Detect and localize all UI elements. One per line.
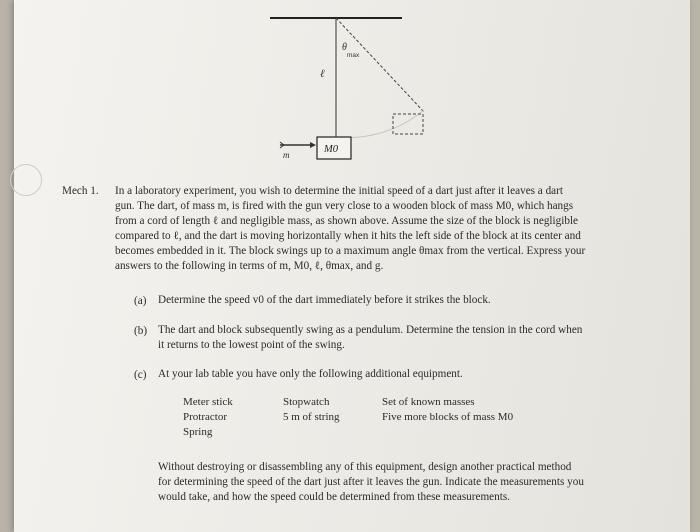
equipment-col-2 [283,395,340,425]
intro-line: gun. The dart, of mass m, is fired with the gun very close to a wooden block of mass M0, which hangs [115,200,574,212]
intro-line: compared to ℓ, and the dart is moving horizontally when it hits the left side of the block at its center and [115,230,581,242]
max-label: max [347,52,360,59]
part-a-label: (a) [134,295,147,307]
equipment-item: Set of known masses [382,396,475,408]
block-label: M0 [324,144,338,155]
intro-line: In a laboratory experiment, you wish to determine the initial speed of a dart just after it leaves a dart [115,185,563,197]
equipment-item: Stopwatch [283,396,330,408]
intro-line: becomes embedded in it. The block swings up to a maximum angle θmax from the vertical. Express your [115,245,586,257]
equipment-item: Protractor [183,411,227,423]
part-b-text [158,323,582,353]
intro-line: from a cord of length ℓ and negligible mass, as shown above. Assume the size of the block is negligible [115,215,579,227]
equipment-col-3 [382,395,513,425]
part-c-line: At your lab table you have only the following additional equipment. [158,368,463,380]
part-c-text [158,367,463,382]
angle-arc [336,18,424,112]
instruction-line: for determining the speed of the dart just after it leaves the gun. Indicate the measurements you [158,476,584,488]
ell-label: ℓ [320,68,325,80]
equipment-item: Five more blocks of mass M0 [382,411,514,423]
instruction-line: would take, and how the speed could be determined from these measurements. [158,491,510,503]
swung-block [393,114,423,134]
equipment-col-1 [183,395,233,440]
part-b-line: it returns to the lowest point of the swing. [158,339,345,351]
problem-intro [115,184,655,274]
part-a-line: Determine the speed v0 of the dart immediately before it strikes the block. [158,294,491,306]
problem-heading: Mech 1. [62,185,99,197]
part-c-instructions [158,460,584,505]
part-b-label: (b) [134,325,148,337]
intro-line: answers to the following in terms of m, M0, ℓ, θmax, and g. [115,260,384,272]
worksheet-page [14,0,690,532]
theta-label: θ [342,42,347,53]
part-c-label: (c) [134,369,147,381]
equipment-item: 5 m of string [283,411,340,423]
part-b-line: The dart and block subsequently swing as a pendulum. Determine the tension in the cord when [158,324,583,336]
pendulum-figure [14,0,690,175]
dart-tip [310,142,316,148]
equipment-item: Meter stick [183,396,233,408]
dart-label: m [283,150,290,160]
equipment-item: Spring [183,426,213,438]
instruction-line: Without destroying or disassembling any of this equipment, design another practical method [158,461,572,473]
part-a-text [158,293,491,308]
